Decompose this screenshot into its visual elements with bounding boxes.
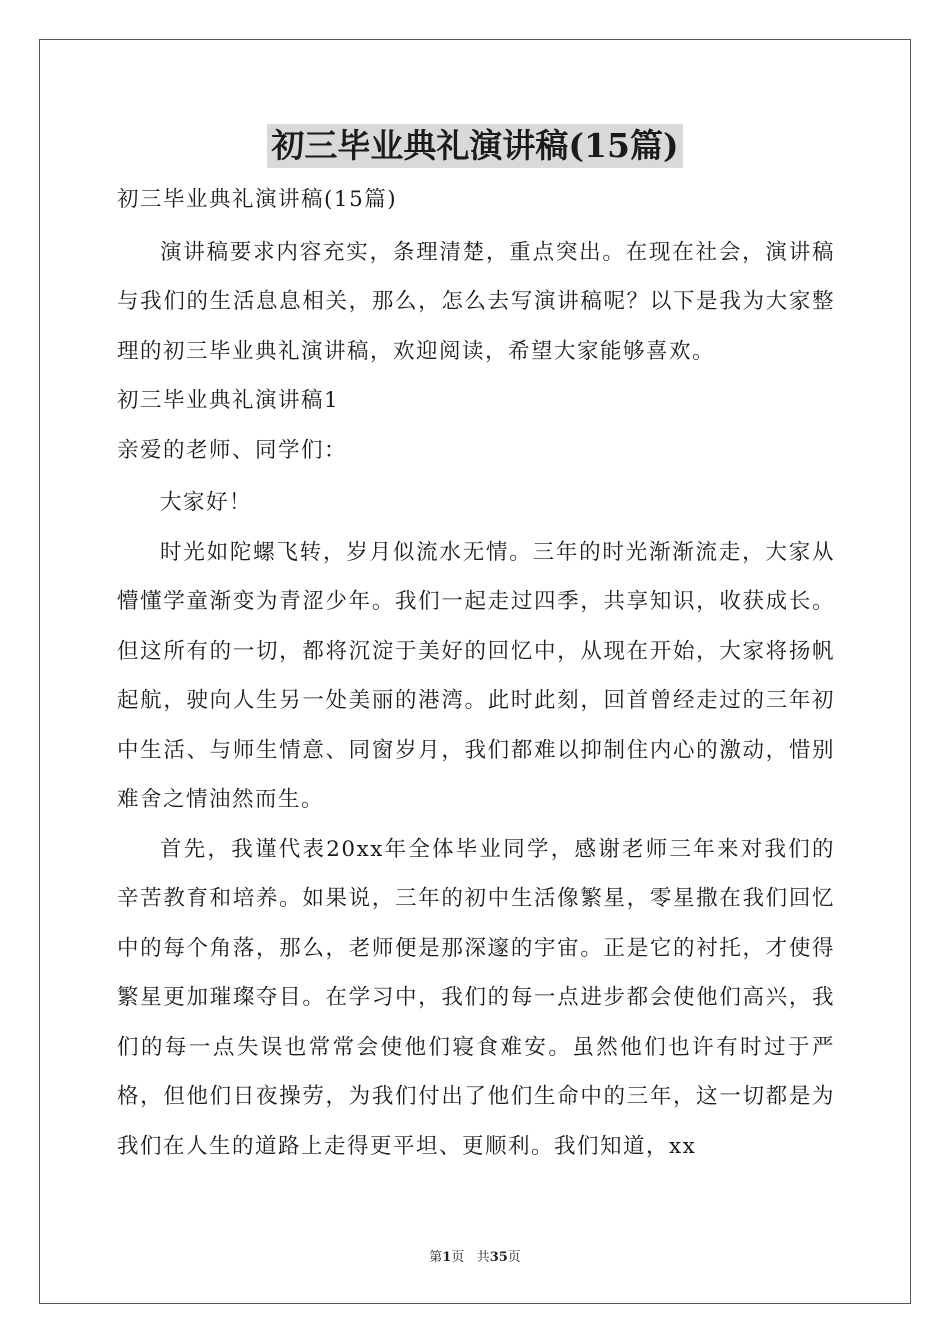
- body-paragraph-2: 首先，我谨代表20xx年全体毕业同学，感谢老师三年来对我们的辛苦教育和培养。如果说，三年的初中生活像繁星，零星撒在我们回忆中的每个角落，那么，老师便是那深邃的宇宙。正是它的衬托，才使得繁星更加璀璨夺目。在学习中，我们的每一点进步都会使他们高兴，我们的每一点失误也常常会使他们寝食难安。虽然他们也许有时过于严格，但他们日夜操劳，为我们付出了他们生命中的三年，这一切都是为我们在人生的道路上走得更平坦、更顺利。我们知道，xx: [117, 836, 835, 1159]
- salutation: 亲爱的老师、同学们：: [117, 437, 348, 463]
- document-body: [117, 178, 835, 1171]
- page-number: 1: [442, 1250, 452, 1265]
- intro-paragraph: 演讲稿要求内容充实，条理清楚，重点突出。在现在社会，演讲稿与我们的生活息息相关，那么，怎么去写演讲稿呢？以下是我为大家整理的初三毕业典礼演讲稿，欢迎阅读，希望大家能够喜欢。: [117, 239, 835, 364]
- page-suffix: 页: [451, 1250, 465, 1265]
- total-suffix: 页: [507, 1250, 521, 1265]
- page-footer: [0, 1246, 950, 1265]
- total-pages: 35: [489, 1250, 508, 1265]
- body-paragraph-1: 时光如陀螺飞转，岁月似流水无情。三年的时光渐渐流走，大家从懵懂学童渐变为青涩少年。我们一起走过四季，共享知识，收获成长。但这所有的一切，都将沉淀于美好的回忆中，从现在开始，大家将扬帆起航，驶向人生另一处美丽的港湾。此时此刻，回首曾经走过的三年初中生活、与师生情意、同窗岁月，我们都难以抑制住内心的激动，惜别难舍之情油然而生。: [117, 539, 835, 812]
- document-title: 初三毕业典礼演讲稿(15篇): [267, 124, 682, 168]
- section-heading: 初三毕业典礼演讲稿1: [117, 388, 340, 413]
- page-prefix: 第: [429, 1250, 443, 1265]
- greeting: 大家好！: [160, 490, 253, 515]
- total-prefix: 共: [476, 1250, 490, 1265]
- title-area: [0, 124, 950, 168]
- document-subtitle: 初三毕业典礼演讲稿(15篇): [117, 187, 398, 212]
